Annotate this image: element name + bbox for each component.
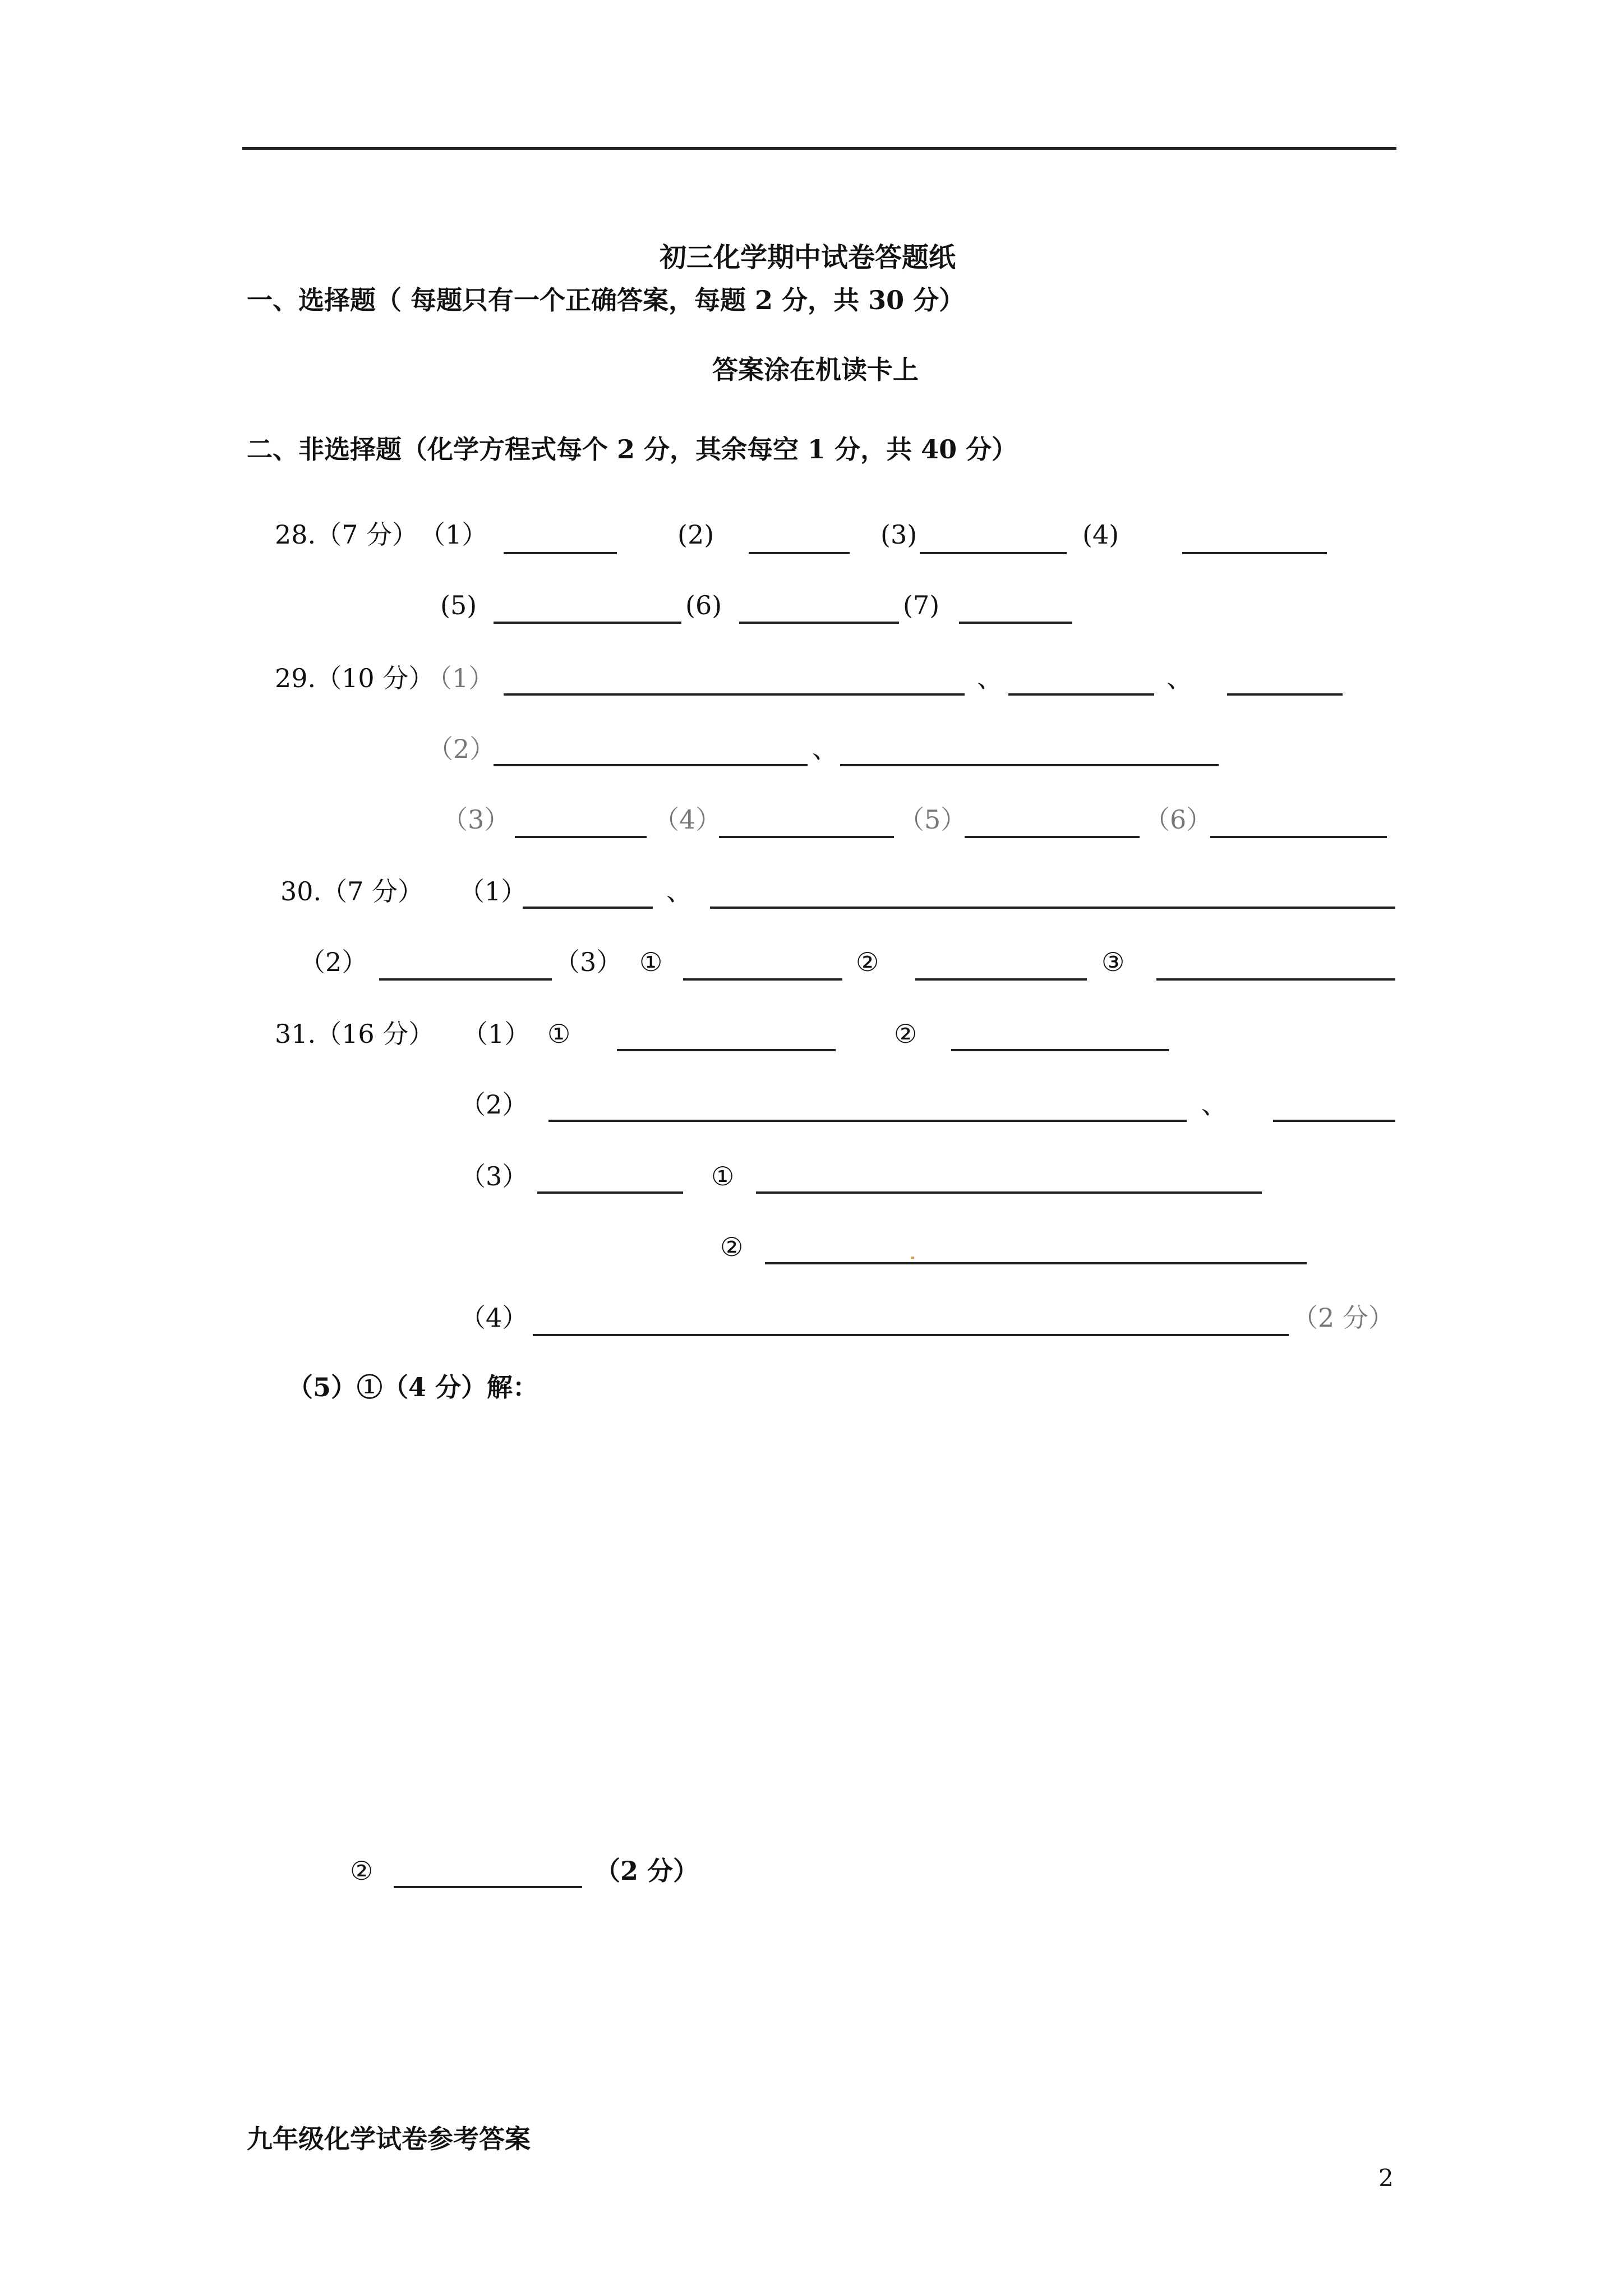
q30-part2-label: （2） xyxy=(299,947,368,977)
q28-part3-blank[interactable] xyxy=(920,552,1067,554)
q31-part3-circle1: ① xyxy=(711,1161,735,1191)
q30-circle3: ③ xyxy=(1101,947,1125,977)
q28-part2-label: (2) xyxy=(677,519,714,550)
q29-part1-blank-c[interactable] xyxy=(1227,693,1343,696)
q31-part3-blank-2[interactable] xyxy=(765,1262,1307,1264)
q31-part2-label: （2） xyxy=(460,1089,528,1120)
q29-part2-blank-a[interactable] xyxy=(494,764,808,766)
q29-part6-blank[interactable] xyxy=(1210,836,1387,838)
q30-circle1: ① xyxy=(639,947,663,977)
q29-part3-blank[interactable] xyxy=(515,836,647,838)
q29-part5-blank[interactable] xyxy=(965,836,1140,838)
q31-part1-blank-1[interactable] xyxy=(617,1049,836,1051)
q31-part5-label: （5）①（4 分）解： xyxy=(287,1372,539,1402)
q31-part4-score: （2 分） xyxy=(1292,1303,1394,1333)
q28-part4-blank[interactable] xyxy=(1182,552,1327,554)
q28-part6-label: (6) xyxy=(685,590,722,620)
header-rule xyxy=(242,147,1396,150)
page-number: 2 xyxy=(1378,2164,1394,2192)
q29-part3-label: （3） xyxy=(442,804,510,835)
q30-part3-label: （3） xyxy=(554,947,623,977)
q28-part1-blank[interactable] xyxy=(504,552,617,554)
page-title: 初三化学期中试卷答题纸 xyxy=(660,242,956,273)
q28-label: 28.（7 分） xyxy=(275,519,418,550)
q31-part2-blank-a[interactable] xyxy=(548,1120,1187,1122)
q30-part3-blank-2[interactable] xyxy=(915,978,1087,981)
q31-part4-blank[interactable] xyxy=(533,1334,1289,1336)
q30-part1-blank-a[interactable] xyxy=(523,907,653,909)
section1-heading: 一、选择题（ 每题只有一个正确答案，每题 2 分，共 30 分） xyxy=(247,285,965,315)
q29-part2-label: （2） xyxy=(427,734,496,764)
q30-label: 30.（7 分） xyxy=(280,876,424,907)
q28-part6-blank[interactable] xyxy=(739,622,899,624)
q31-part3-blank[interactable] xyxy=(537,1191,683,1194)
q31-part1-label: （1） xyxy=(462,1019,531,1049)
q29-part1-separator: 、 xyxy=(977,663,1003,693)
q31-part2-separator: 、 xyxy=(1201,1089,1227,1120)
q30-part1-label: （1） xyxy=(459,876,527,907)
q31-part2-blank-b[interactable] xyxy=(1273,1120,1395,1122)
q30-circle2: ② xyxy=(856,947,879,977)
q30-part1-separator: 、 xyxy=(666,876,692,907)
q31-part5-blank-2[interactable] xyxy=(394,1886,582,1888)
q29-part5-label: （5） xyxy=(898,804,967,835)
answer-key-title: 九年级化学试卷参考答案 xyxy=(247,2124,531,2154)
q31-part1-circle1: ① xyxy=(547,1019,571,1049)
q31-part4-label: （4） xyxy=(460,1303,528,1333)
q31-part1-blank-2[interactable] xyxy=(951,1049,1169,1051)
q28-part7-label: (7) xyxy=(903,590,940,620)
q29-part2-blank-b[interactable] xyxy=(840,764,1219,766)
q29-part2-separator: 、 xyxy=(812,734,838,764)
q28-part3-label: (3) xyxy=(880,519,917,550)
q30-part2-blank[interactable] xyxy=(379,978,552,981)
q31-part1-circle2: ② xyxy=(894,1019,917,1049)
q29-part1-blank-a[interactable] xyxy=(504,693,965,696)
q29-part6-label: （6） xyxy=(1144,804,1212,835)
q29-part1-separator-2: 、 xyxy=(1166,663,1192,693)
section2-heading: 二、非选择题（化学方程式每个 2 分，其余每空 1 分，共 40 分） xyxy=(247,434,1018,464)
q28-part1-label: （1） xyxy=(419,519,488,550)
q29-part1-blank-b[interactable] xyxy=(1008,693,1154,696)
q31-part5-circle2: ② xyxy=(350,1856,374,1886)
q28-part7-blank[interactable] xyxy=(959,622,1072,624)
q29-part1-label: （1） xyxy=(426,663,495,693)
q29-label: 29.（10 分） xyxy=(275,663,435,693)
q28-part5-label: (5) xyxy=(440,590,477,620)
q28-part4-label: (4) xyxy=(1082,519,1119,550)
q28-part2-blank[interactable] xyxy=(749,552,850,554)
q31-part5-score: （2 分） xyxy=(594,1856,699,1886)
q31-part3-blank-1[interactable] xyxy=(756,1191,1262,1194)
scan-speck xyxy=(911,1257,914,1259)
q30-part3-blank-3[interactable] xyxy=(1156,978,1395,981)
q30-part1-blank-b[interactable] xyxy=(710,907,1395,909)
q29-part4-label: （4） xyxy=(653,804,722,835)
q31-part3-label: （3） xyxy=(460,1161,528,1191)
section1-note: 答案涂在机读卡上 xyxy=(712,355,919,385)
q29-part4-blank[interactable] xyxy=(719,836,894,838)
q30-part3-blank-1[interactable] xyxy=(683,978,842,981)
q31-label: 31.（16 分） xyxy=(275,1019,435,1049)
q31-part3-circle2: ② xyxy=(720,1232,744,1262)
q28-part5-blank[interactable] xyxy=(494,622,681,624)
